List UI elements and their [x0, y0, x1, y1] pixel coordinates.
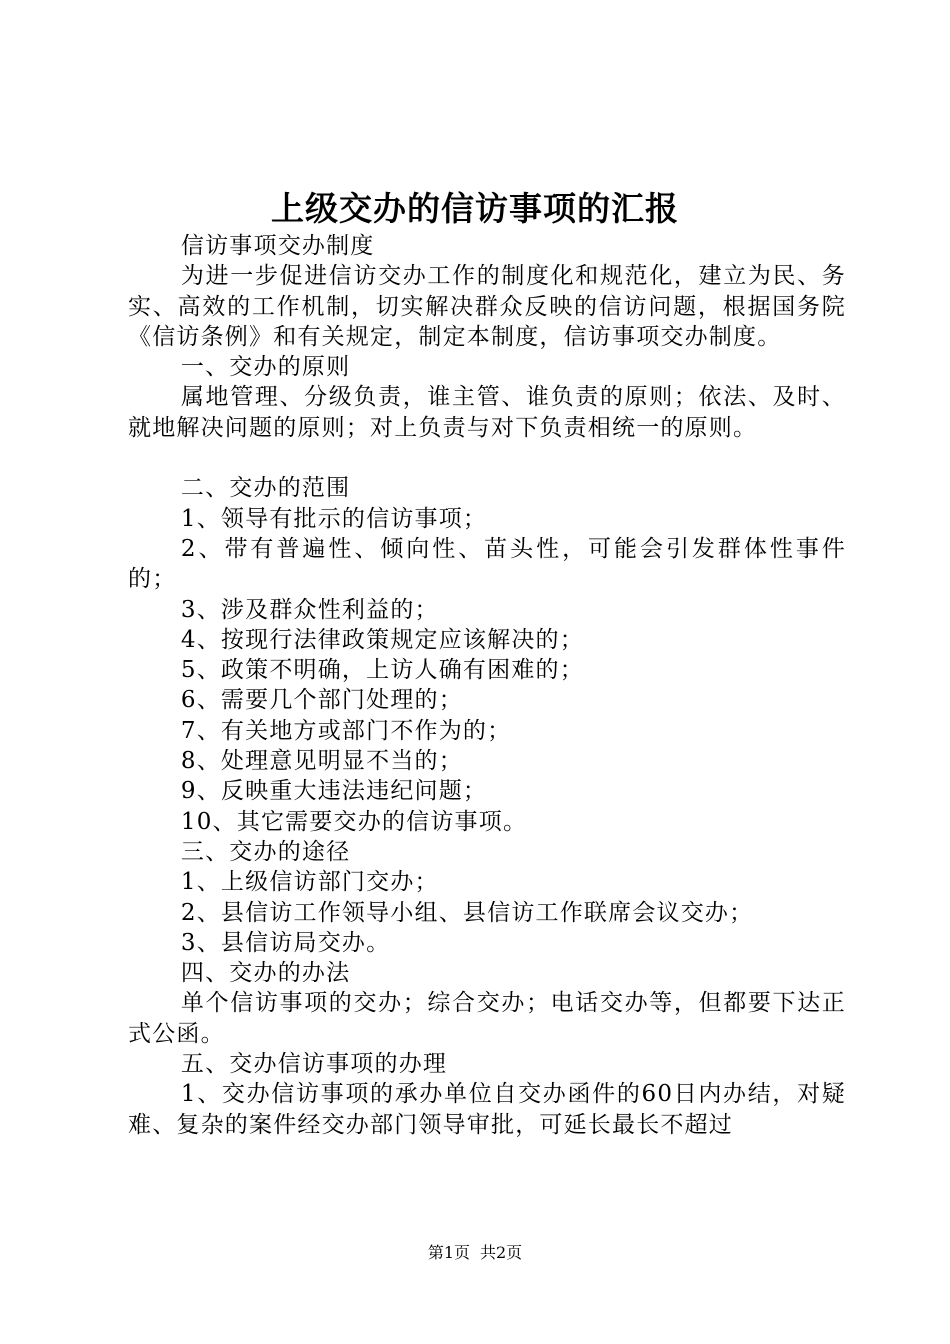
- document-title: 上级交办的信访事项的汇报: [271, 189, 679, 228]
- page-number: 第1页: [427, 1243, 470, 1262]
- list-item: 9、反映重大违法违纪问题；: [180, 778, 488, 805]
- list-item: 2、带有普遍性、倾向性、苗头性，可能会引发群体性事件的；: [128, 535, 846, 593]
- page-total: 共2页: [480, 1243, 523, 1262]
- section-heading: 二、交办的范围: [180, 475, 351, 502]
- list-item: 1、上级信访部门交办；: [180, 869, 439, 896]
- section-heading: 四、交办的办法: [180, 960, 351, 987]
- paragraph: 信访事项交办制度: [180, 233, 375, 259]
- list-item: 2、县信访工作领导小组、县信访工作联席会议交办；: [180, 899, 754, 926]
- list-item: 4、按现行法律政策规定应该解决的；: [180, 626, 584, 653]
- list-item: 10、其它需要交办的信访事项。: [180, 808, 528, 835]
- list-item: 7、有关地方或部门不作为的；: [180, 717, 512, 744]
- document-body: [128, 231, 846, 1140]
- list-item: 3、涉及群众性利益的；: [180, 596, 439, 623]
- list-item: 6、需要几个部门处理的；: [180, 687, 463, 714]
- paragraph: 为进一步促进信访交办工作的制度化和规范化，建立为民、务实、高效的工作机制，切实解决群众反映的信访问题，根据国务院《信访条例》和有关规定，制定本制度，信访事项交办制度。: [128, 263, 846, 350]
- section-heading: 三、交办的途径: [180, 838, 351, 865]
- list-item: 3、县信访局交办。: [180, 929, 391, 956]
- list-item: 1、领导有批示的信访事项；: [180, 505, 488, 532]
- paragraph: 1、交办信访事项的承办单位自交办函件的60日内办结，对疑难、复杂的案件经交办部门领导审批，可延长最长不超过: [128, 1081, 846, 1138]
- blank-line: [128, 443, 846, 473]
- list-item: 5、政策不明确，上访人确有困难的；: [180, 657, 584, 684]
- section-heading: 一、交办的原则: [180, 354, 351, 381]
- paragraph: 单个信访事项的交办；综合交办；电话交办等，但都要下达正式公函。: [128, 990, 846, 1047]
- page-footer: [0, 1241, 950, 1265]
- section-heading: 五、交办信访事项的办理: [180, 1051, 448, 1078]
- list-item: 8、处理意见明显不当的；: [180, 748, 463, 775]
- paragraph: 属地管理、分级负责，谁主管、谁负责的原则；依法、及时、就地解决问题的原则；对上负责与对下负责相统一的原则。: [128, 384, 846, 441]
